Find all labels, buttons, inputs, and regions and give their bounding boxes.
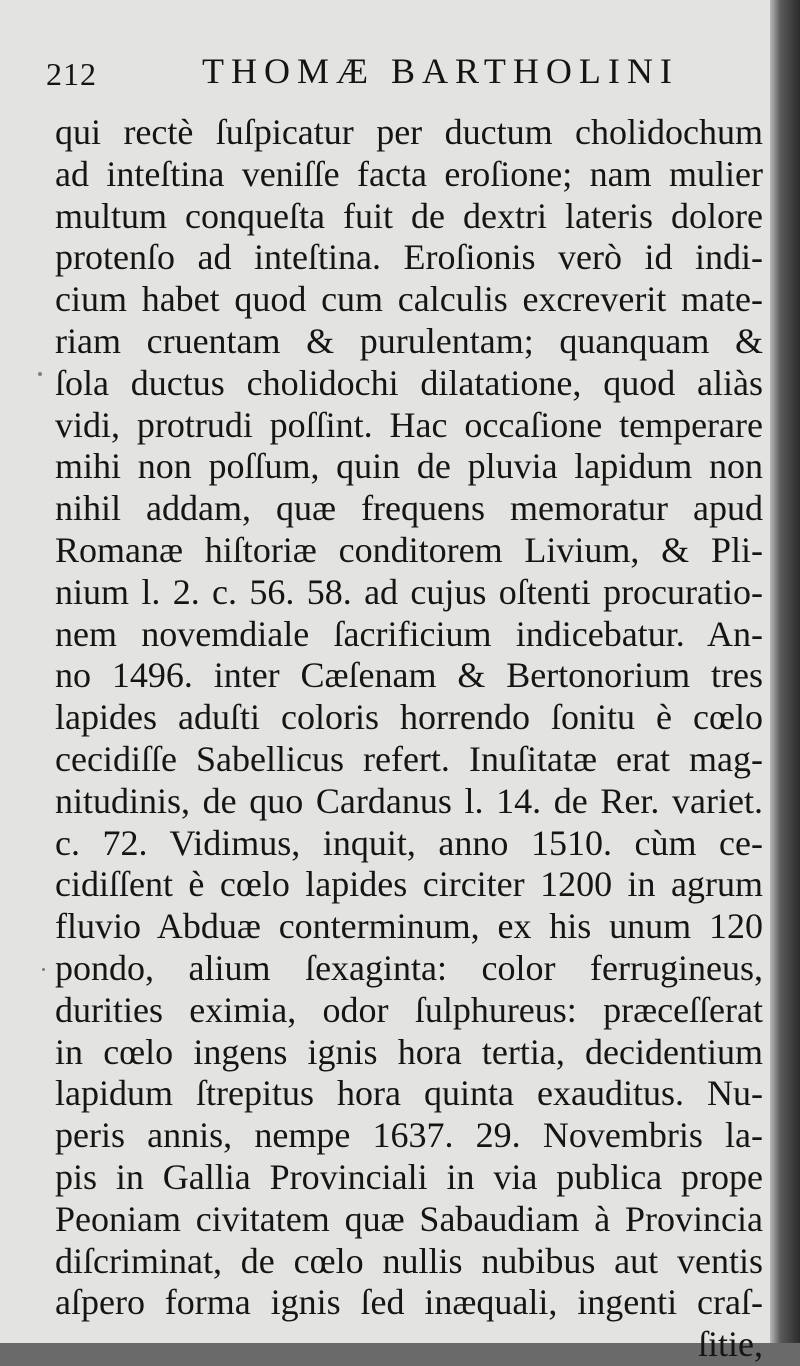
text-line: cidiſſent è cœlo lapides circiter 1200 in agrum <box>55 864 763 905</box>
page-header <box>46 50 746 100</box>
text-line: riam cruentam & purulentam; quanquam & <box>55 320 763 361</box>
text-line: durities eximia, odor ſulphureus: præceſſerat <box>55 989 763 1030</box>
text-line: protenſo ad inteſtina. Eroſionis verò id indi- <box>55 237 763 278</box>
page-edge <box>770 0 800 1343</box>
text-line: multum conqueſta fuit de dextri lateris dolore <box>55 195 763 236</box>
text-line: peris annis, nempe 1637. 29. Novembris la- <box>55 1115 763 1156</box>
text-line: no 1496. inter Cæſenam & Bertonorium tres <box>55 655 763 696</box>
text-line: ſitie, <box>698 1324 763 1365</box>
body-text <box>55 112 763 1366</box>
text-line: mihi non poſſum, quin de pluvia lapidum non <box>55 446 763 487</box>
text-line: lapides aduſti coloris horrendo ſonitu è cœlo <box>55 697 763 738</box>
text-line: diſcriminat, de cœlo nullis nubibus aut ventis <box>55 1240 763 1281</box>
page-number: 212 <box>46 56 97 92</box>
text-line: aſpero forma ignis ſed inæquali, ingenti craſ- <box>55 1282 763 1323</box>
text-line: fluvio Abduæ conterminum, ex his unum 120 <box>55 906 763 947</box>
text-line: Romanæ hiſtoriæ conditorem Livium, & Pli- <box>55 529 763 570</box>
ink-speck <box>38 372 42 376</box>
text-line: nihil addam, quæ frequens memoratur apud <box>55 488 763 529</box>
text-line: nium l. 2. c. 56. 58. ad cujus oſtenti procuratio- <box>55 571 763 612</box>
text-line: nem novemdiale ſacrificium indicebatur. An- <box>55 613 763 654</box>
text-line: vidi, protrudi poſſint. Hac occaſione temperare <box>55 404 763 445</box>
ink-speck <box>42 968 45 971</box>
text-line: lapidum ſtrepitus hora quinta exauditus. Nu- <box>55 1073 763 1114</box>
text-line: nitudinis, de quo Cardanus l. 14. de Rer. variet. <box>55 780 763 821</box>
text-line: in cœlo ingens ignis hora tertia, decidentium <box>55 1031 763 1072</box>
text-line: ſola ductus cholidochi dilatatione, quod aliàs <box>55 362 763 403</box>
text-line: qui rectè ſuſpicatur per ductum cholidochum <box>55 112 763 152</box>
text-line: Peoniam civitatem quæ Sabaudiam à Provincia <box>55 1198 763 1239</box>
text-line: ad inteſtina veniſſe facta eroſione; nam mulier <box>55 153 763 194</box>
text-line: cecidiſſe Sabellicus refert. Inuſitatæ erat mag- <box>55 738 763 779</box>
running-head: THOMÆ BARTHOLINI <box>202 51 679 91</box>
text-line: pondo, alium ſexaginta: color ferrugineus, <box>55 947 763 988</box>
text-line: pis in Gallia Provinciali in via publica prope <box>55 1156 763 1197</box>
text-line: cium habet quod cum calculis excreverit mate- <box>55 279 763 320</box>
text-line: c. 72. Vidimus, inquit, anno 1510. cùm ce- <box>55 822 763 863</box>
